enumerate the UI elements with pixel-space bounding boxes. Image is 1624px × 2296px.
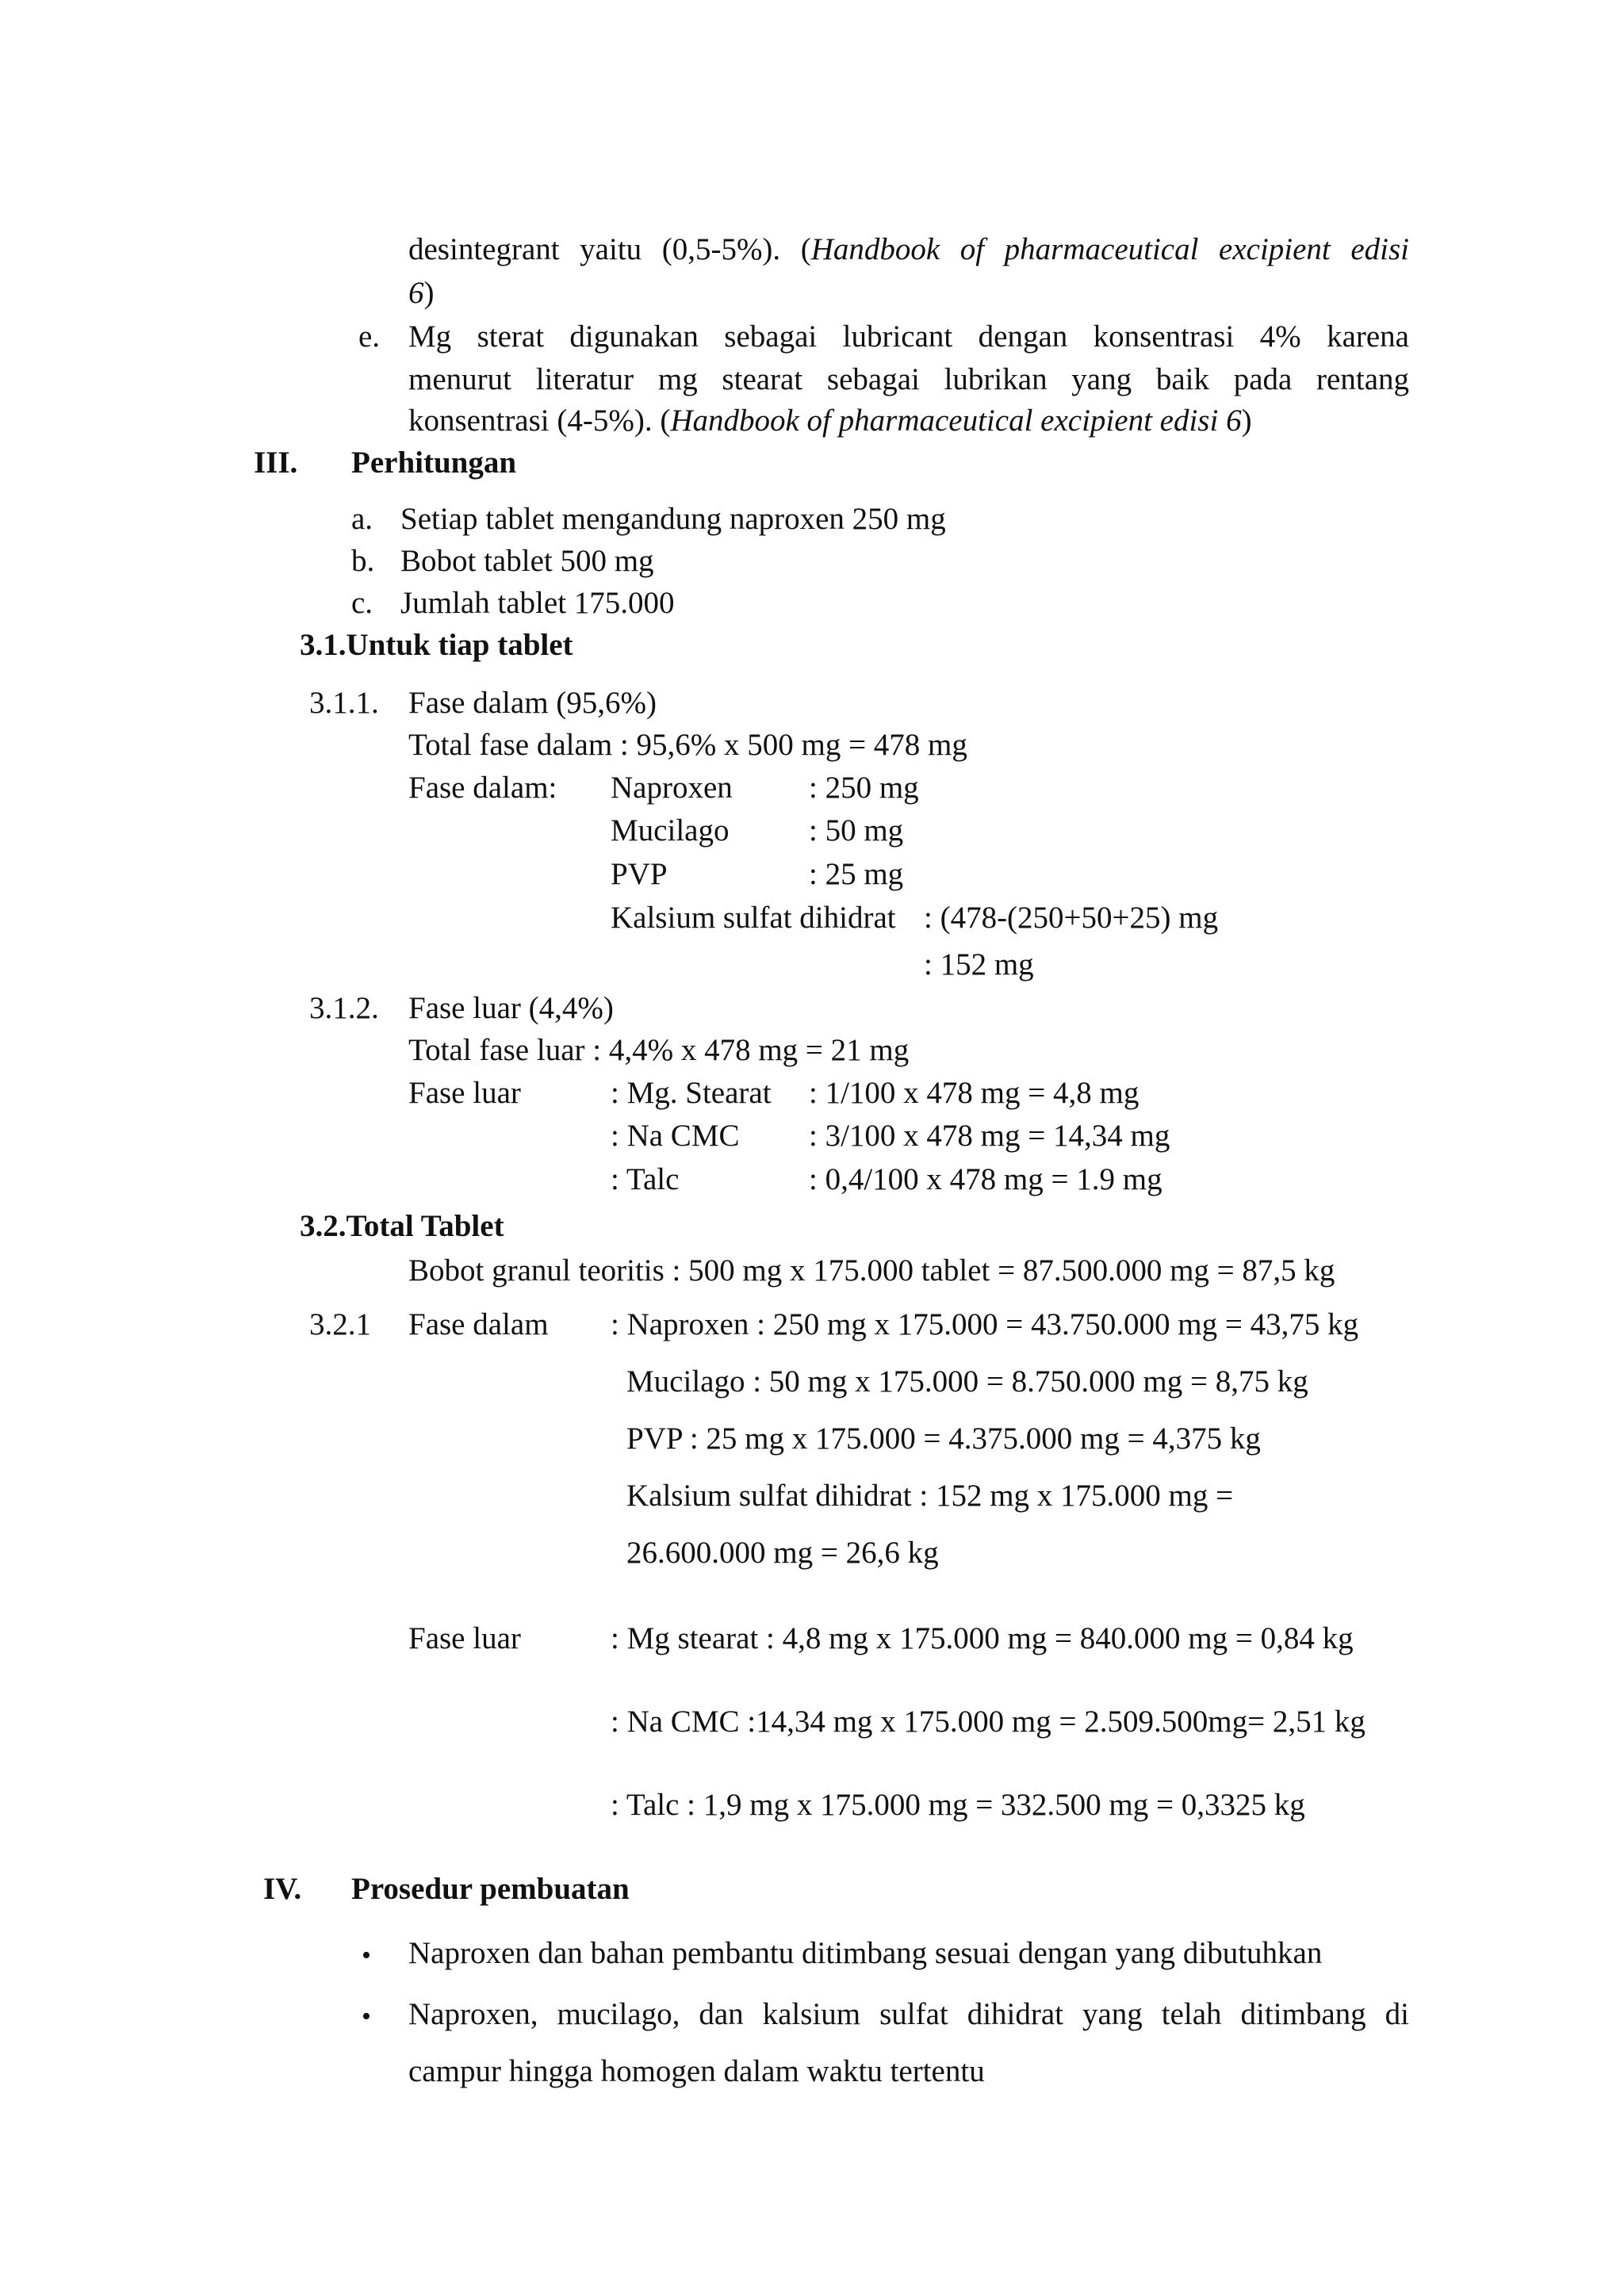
procedure-step-2-line-1: Naproxen, mucilago, dan kalsium sulfat dihidrat yang telah ditimbang di [408, 1997, 1409, 2031]
subsection-3-1-2-number: 3.1.2. [309, 991, 379, 1025]
fase-dalam-total-label: Fase dalam [408, 1307, 549, 1341]
bobot-granul-line: Bobot granul teoritis : 500 mg x 175.000 tablet = 87.500.000 mg = 87,5 kg [408, 1253, 1335, 1288]
item-e-line-1: Mg sterat digunakan sebagai lubricant dengan konsentrasi 4% karena [408, 320, 1409, 354]
bullet-icon: • [362, 2002, 371, 2031]
section-iii-numeral: III. [254, 446, 298, 480]
closing-paren: ) [423, 276, 435, 310]
ingredient-na-cmc-value: : 3/100 x 478 mg = 14,34 mg [809, 1119, 1170, 1153]
ingredient-kalsium-formula: : (478-(250+50+25) mg [924, 901, 1219, 935]
section-iii-title: Perhitungan [351, 446, 517, 480]
section-iv-numeral: IV. [263, 1872, 302, 1906]
fase-dalam-total: Total fase dalam : 95,6% x 500 mg = 478 mg [408, 728, 967, 762]
desintegrant-line [408, 228, 1409, 271]
ingredient-kalsium-value: : 152 mg [924, 947, 1034, 982]
ingredient-kalsium: Kalsium sulfat dihidrat [611, 901, 896, 935]
procedure-step-1: Naproxen dan bahan pembantu ditimbang sesuai dengan yang dibutuhkan [408, 1936, 1323, 1970]
section-iv-title: Prosedur pembuatan [351, 1872, 630, 1906]
bullet-icon: • [362, 1941, 371, 1970]
fase-dalam-label: Fase dalam: [408, 771, 557, 805]
ingredient-pvp-value: : 25 mg [809, 857, 904, 891]
list-item-b-marker: b. [351, 544, 375, 578]
handbook-citation: Handbook of pharmaceutical excipient edisi 6 [670, 404, 1242, 438]
subsection-3-2-heading: 3.2.Total Tablet [300, 1209, 504, 1243]
total-mucilago: Mucilago : 50 mg x 175.000 = 8.750.000 mg = 8,75 kg [626, 1364, 1308, 1399]
desintegrant-text: desintegrant yaitu (0,5-5%). ( [408, 232, 811, 266]
ingredient-pvp: PVP [611, 857, 668, 891]
fase-luar-total-label: Fase luar [408, 1621, 521, 1655]
ingredient-talc-value: : 0,4/100 x 478 mg = 1.9 mg [809, 1162, 1162, 1196]
ingredient-mucilago-value: : 50 mg [809, 813, 904, 848]
total-na-cmc: : Na CMC :14,34 mg x 175.000 mg = 2.509.500mg= 2,51 kg [611, 1705, 1365, 1739]
edition-number: 6 [408, 276, 424, 310]
ingredient-naproxen-value: : 250 mg [809, 771, 919, 805]
ingredient-mg-stearat-value: : 1/100 x 478 mg = 4,8 mg [809, 1076, 1139, 1110]
fase-luar-total: Total fase luar : 4,4% x 478 mg = 21 mg [408, 1033, 910, 1067]
closing-paren: ) [1241, 404, 1252, 438]
subsection-3-1-1-title: Fase dalam (95,6%) [408, 686, 657, 720]
list-item-a: Setiap tablet mengandung naproxen 250 mg [400, 502, 946, 536]
total-kalsium: Kalsium sulfat dihidrat : 152 mg x 175.000 mg = [626, 1479, 1234, 1513]
subsection-3-2-1-number: 3.2.1 [309, 1307, 371, 1341]
subsection-3-1-1-number: 3.1.1. [309, 686, 379, 720]
total-kalsium-result: 26.600.000 mg = 26,6 kg [626, 1536, 939, 1570]
total-naproxen: : Naproxen : 250 mg x 175.000 = 43.750.000 mg = 43,75 kg [611, 1307, 1359, 1341]
ingredient-talc: : Talc [611, 1162, 680, 1196]
item-e-line-3 [408, 400, 1252, 442]
handbook-citation: Handbook of pharmaceutical excipient edisi [810, 232, 1409, 266]
item-e-line-2: menurut literatur mg stearat sebagai lubrikan yang baik pada rentang [408, 362, 1409, 396]
ingredient-mg-stearat: : Mg. Stearat [611, 1076, 772, 1110]
total-talc: : Talc : 1,9 mg x 175.000 mg = 332.500 mg = 0,3325 kg [611, 1788, 1305, 1822]
desintegrant-line-2 [408, 272, 435, 315]
procedure-step-2-line-2: campur hingga homogen dalam waktu tertentu [408, 2054, 985, 2088]
fase-luar-label: Fase luar [408, 1076, 521, 1110]
subsection-3-1-2-title: Fase luar (4,4%) [408, 991, 614, 1025]
ingredient-mucilago: Mucilago [611, 813, 730, 848]
list-item-a-marker: a. [351, 502, 373, 536]
ingredient-naproxen: Naproxen [611, 771, 733, 805]
list-item-c-marker: c. [351, 586, 373, 620]
ingredient-na-cmc: : Na CMC [611, 1119, 740, 1153]
subsection-3-1-heading: 3.1.Untuk tiap tablet [300, 628, 573, 662]
total-pvp: PVP : 25 mg x 175.000 = 4.375.000 mg = 4,375 kg [626, 1422, 1261, 1456]
item-e-marker: e. [358, 320, 381, 354]
list-item-c: Jumlah tablet 175.000 [400, 586, 675, 620]
total-mg-stearat: : Mg stearat : 4,8 mg x 175.000 mg = 840.000 mg = 0,84 kg [611, 1621, 1354, 1655]
list-item-b: Bobot tablet 500 mg [400, 544, 654, 578]
item-e-text: konsentrasi (4-5%). ( [408, 404, 671, 438]
